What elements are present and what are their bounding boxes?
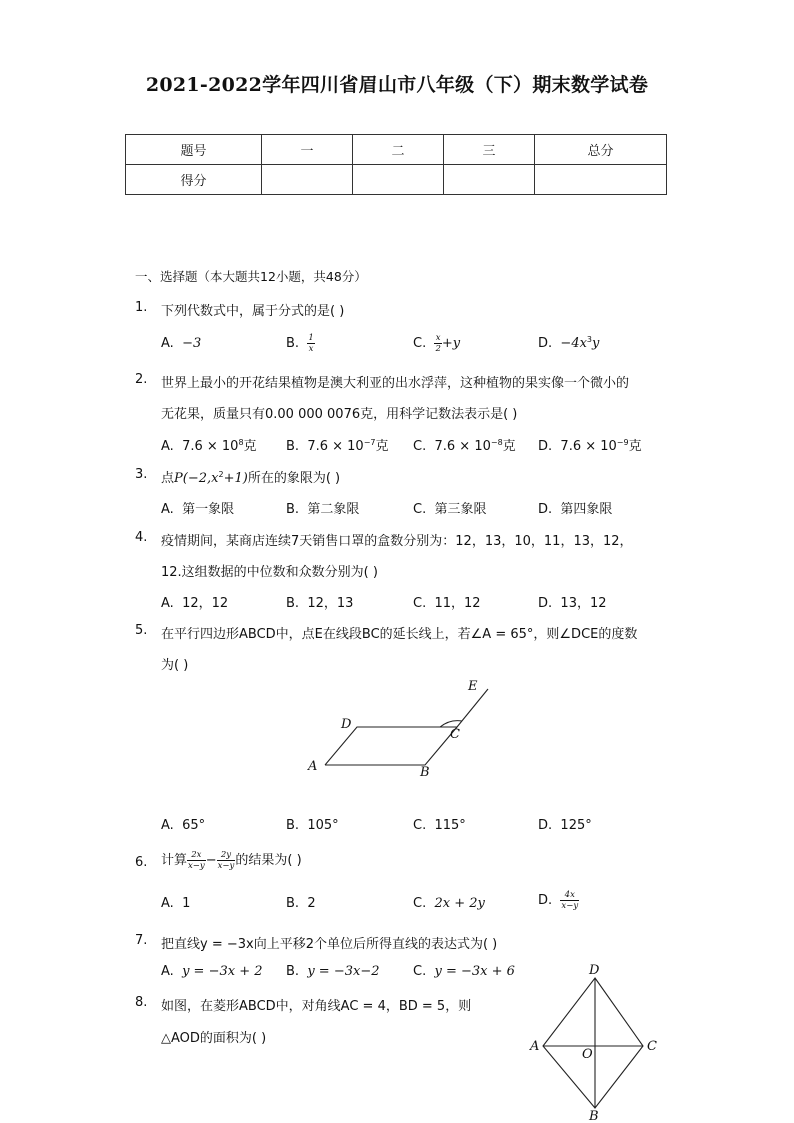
score-header-cell: 题号 <box>126 135 262 165</box>
exponent: 8 <box>238 438 244 447</box>
option-value: 7.6 × 10 <box>182 439 239 454</box>
option-value: 125° <box>560 818 592 833</box>
fraction-denominator: 2 <box>435 344 441 354</box>
option-label: B. <box>286 502 300 517</box>
question-number: 7. <box>135 933 148 948</box>
option-a <box>161 818 205 833</box>
option-a <box>161 435 257 454</box>
question-text-line: 疫情期间，某商店连续7天销售口罩的盒数分别为：12，13，10，11，13，12， <box>161 534 633 549</box>
option-label: A. <box>161 964 174 979</box>
option-value: 105° <box>307 818 339 833</box>
score-cell <box>353 165 444 195</box>
text-fragment: 点 <box>161 471 175 486</box>
option-value: y = −3x + 2 <box>182 964 263 979</box>
option-label: D. <box>538 502 553 517</box>
fraction <box>187 850 206 871</box>
option-label: C. <box>413 439 427 454</box>
question-text <box>161 467 340 486</box>
question-text-line: 为( ) <box>161 658 189 673</box>
question-number: 5. <box>135 623 148 638</box>
rhombus-shape <box>543 978 643 1108</box>
option-label: C. <box>413 596 427 611</box>
point-label-c: C <box>450 727 460 742</box>
question-number: 6. <box>135 855 148 870</box>
option-b <box>286 964 380 979</box>
question-text <box>161 849 302 871</box>
question-number: 2. <box>135 372 148 387</box>
question-number: 4. <box>135 530 148 545</box>
question-text-line: 如图，在菱形ABCD中，对角线AC = 4，BD = 5，则 <box>161 999 472 1014</box>
option-label: D. <box>538 439 553 454</box>
question-number: 1. <box>135 300 148 315</box>
math-expression: P(−2,x <box>174 471 219 486</box>
option-tail: +y <box>441 336 461 351</box>
rhombus-figure <box>525 960 665 1123</box>
option-label: D. <box>538 818 553 833</box>
exponent: 3 <box>586 335 593 344</box>
option-unit: 克 <box>502 439 516 454</box>
fraction-denominator: x <box>308 344 314 354</box>
point-label-e: E <box>468 679 478 694</box>
fraction-numerator: 4x <box>560 890 579 901</box>
text-fragment: 的结果为( ) <box>235 853 302 868</box>
option-label: C. <box>413 502 427 517</box>
option-label: A. <box>161 596 174 611</box>
option-c <box>413 896 485 911</box>
fraction-numerator: x <box>435 333 441 343</box>
fraction <box>560 890 579 911</box>
point-label-o: O <box>582 1047 593 1062</box>
option-label: A. <box>161 439 174 454</box>
question-number: 8. <box>135 995 148 1010</box>
fraction <box>307 333 314 354</box>
option-value: −3 <box>182 336 202 351</box>
score-header-cell: 二 <box>353 135 444 165</box>
option-value: 12，12 <box>182 596 229 611</box>
fraction-numerator: 2x <box>187 850 206 861</box>
option-unit: 克 <box>375 439 389 454</box>
option-value: 65° <box>182 818 206 833</box>
option-label: A. <box>161 818 174 833</box>
fraction-denominator: x−y <box>188 861 205 871</box>
point-label-b: B <box>589 1109 599 1123</box>
option-label: B. <box>286 896 300 911</box>
option-value: 第三象限 <box>434 502 487 517</box>
score-cell <box>535 165 667 195</box>
option-label: D. <box>538 596 553 611</box>
option-unit: 克 <box>243 439 257 454</box>
math-expression: +1) <box>223 471 248 486</box>
score-header-cell: 总分 <box>535 135 667 165</box>
option-value: y = −3x + 6 <box>434 964 515 979</box>
option-b <box>286 818 339 833</box>
exponent: −9 <box>616 438 629 447</box>
option-label: D. <box>538 336 553 351</box>
score-cell <box>444 165 535 195</box>
option-value: −4x <box>560 336 587 351</box>
option-b <box>286 333 315 354</box>
option-value: 7.6 × 10 <box>307 439 364 454</box>
point-label-d: D <box>589 963 600 978</box>
option-value: 7.6 × 10 <box>434 439 491 454</box>
option-a <box>161 964 263 979</box>
score-cell <box>262 165 353 195</box>
point-label-a: A <box>530 1039 540 1054</box>
option-b <box>286 896 316 911</box>
option-label: B. <box>286 596 300 611</box>
option-c <box>413 964 515 979</box>
option-b <box>286 592 353 611</box>
minus-sign: − <box>205 853 217 868</box>
parallelogram-figure <box>300 675 510 785</box>
option-d <box>538 498 612 517</box>
score-header-cell: 三 <box>444 135 535 165</box>
option-value: 第二象限 <box>307 502 360 517</box>
question-text-line: 在平行四边形ABCD中，点E在线段BC的延长线上，若∠A = 65°，则∠DCE的度数 <box>161 627 638 642</box>
option-d <box>538 890 579 911</box>
option-a <box>161 498 234 517</box>
option-value: 2 <box>307 896 316 911</box>
option-label: C. <box>413 896 427 911</box>
option-value: 第四象限 <box>560 502 613 517</box>
option-value: 115° <box>434 818 466 833</box>
question-text: 下列代数式中，属于分式的是( ) <box>161 304 345 319</box>
question-text-line: 世界上最小的开花结果植物是澳大利亚的出水浮萍，这种植物的果实像一个微小的 <box>161 376 630 391</box>
score-header-cell: 一 <box>262 135 353 165</box>
option-value: 13，12 <box>560 596 607 611</box>
option-d <box>538 592 607 611</box>
parallelogram-shape <box>325 727 457 765</box>
score-row-label: 得分 <box>126 165 262 195</box>
option-label: B. <box>286 439 300 454</box>
option-value: y = −3x−2 <box>307 964 380 979</box>
option-value: 12，13 <box>307 596 354 611</box>
option-label: D. <box>538 893 553 908</box>
option-value: 2x + 2y <box>434 896 485 911</box>
option-label: C. <box>413 336 427 351</box>
text-fragment: 计算 <box>161 853 188 868</box>
question-text-line: 无花果，质量只有0.00 000 0076克，用科学记数法表示是( ) <box>161 407 518 422</box>
fraction-denominator: x−y <box>561 901 579 911</box>
option-b <box>286 498 359 517</box>
option-label: B. <box>286 964 300 979</box>
option-label: C. <box>413 818 427 833</box>
question-text: 把直线y = −3x向上平移2个单位后所得直线的表达式为( ) <box>161 937 498 952</box>
section-heading: 一、选择题（本大题共12小题，共48分） <box>135 269 367 284</box>
option-label: C. <box>413 964 427 979</box>
fraction <box>217 850 236 871</box>
fraction-numerator: 1 <box>308 333 314 343</box>
point-label-a: A <box>308 759 318 774</box>
fraction-numerator: 2y <box>217 850 236 861</box>
page-title: 2021-2022学年四川省眉山市八年级（下）期末数学试卷 <box>145 74 649 96</box>
option-value: 1 <box>182 896 191 911</box>
option-label: B. <box>286 336 300 351</box>
option-c <box>413 435 516 454</box>
option-d <box>538 818 592 833</box>
option-b <box>286 435 389 454</box>
option-label: A. <box>161 502 174 517</box>
option-value: 第一象限 <box>182 502 235 517</box>
score-table-header-row <box>126 135 667 165</box>
option-a <box>161 336 201 351</box>
option-c <box>413 818 466 833</box>
option-c <box>413 498 487 517</box>
point-label-b: B <box>420 765 430 780</box>
fraction <box>434 333 441 354</box>
option-a <box>161 896 190 911</box>
score-table <box>125 134 667 195</box>
question-text-line: 12.这组数据的中位数和众数分别为( ) <box>161 565 378 580</box>
option-c <box>413 592 481 611</box>
score-table-score-row <box>126 165 667 195</box>
option-d <box>538 435 642 454</box>
option-label: A. <box>161 336 174 351</box>
text-fragment: 所在的象限为( ) <box>247 471 341 486</box>
option-tail: y <box>592 336 600 351</box>
option-value: 7.6 × 10 <box>560 439 617 454</box>
exponent: −8 <box>490 438 503 447</box>
exponent: 2 <box>218 470 224 479</box>
question-number: 3. <box>135 467 148 482</box>
exponent: −7 <box>363 438 376 447</box>
point-label-d: D <box>341 717 352 732</box>
point-label-c: C <box>647 1039 657 1054</box>
fraction-denominator: x−y <box>217 861 235 871</box>
option-d <box>538 336 599 351</box>
question-text-line: △AOD的面积为( ) <box>161 1031 267 1046</box>
option-label: B. <box>286 818 300 833</box>
option-a <box>161 592 228 611</box>
option-unit: 克 <box>628 439 642 454</box>
option-value: 11，12 <box>434 596 481 611</box>
option-c <box>413 333 460 354</box>
option-label: A. <box>161 896 174 911</box>
